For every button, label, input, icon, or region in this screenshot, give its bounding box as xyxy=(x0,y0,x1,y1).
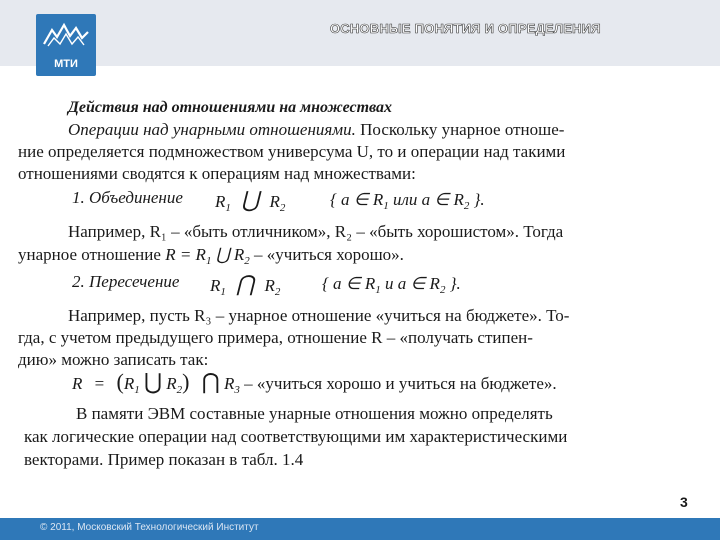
paragraph-line: отношениями сводятся к операциям над множествами: xyxy=(18,164,416,183)
paragraph-line: ние определяется подмножеством универсума U, то и операции над такими xyxy=(18,142,566,161)
paragraph-line: векторами. Пример показан в табл. 1.4 xyxy=(24,450,304,469)
logo-text: МТИ xyxy=(54,58,78,70)
union-set: { a ∈ $R_1$ или a ∈ $R_2$ }. xyxy=(330,190,485,212)
paragraph-line: как логические операции над соответствующими им характеристическими xyxy=(24,427,568,446)
paragraph-lead: Операции над унарными отношениями. xyxy=(68,120,356,139)
intersection-set: { a ∈ $R_1$ и a ∈ $R_2$ }. xyxy=(322,274,461,296)
union-expr: $R_1$ ⋃ $R_2$ xyxy=(215,187,286,214)
slide-title: ОСНОВНЫЕ ПОНЯТИЯ И ОПРЕДЕЛЕНИЯ xyxy=(330,21,601,36)
paragraph-line: Операции над унарными отношениями. Поскольку унарное отноше- xyxy=(68,120,565,139)
example1-line: Например, R₁ – «быть отличником», R₂ – «быть хорошистом». Тогда xyxy=(68,222,564,241)
paragraph-line: Например, пусть R₃ – унарное отношение «учиться на бюджете». То- xyxy=(68,306,570,325)
paragraph-line: дию» можно записать так: xyxy=(18,350,209,369)
section-heading: Действия над отношениями на множествах xyxy=(68,99,393,116)
composite-formula: $R = (R_1$ ⋃ $R_2$) ⋂ $R_3$ – «учиться хорошо и учиться на бюджете». xyxy=(72,369,557,396)
example1-line: унарное отношение $R = R_1$ ⋃ $R_2$ – «учиться хорошо». xyxy=(18,245,404,267)
paragraph-line: гда, с учетом предыдущего примера, отношение R – «получать стипен- xyxy=(18,328,533,347)
union-label: 1. Объединение xyxy=(72,188,183,207)
paragraph-line: В памяти ЭВМ составные унарные отношения можно определять xyxy=(76,404,553,423)
footer-copyright: © 2011, Московский Технологический Институт xyxy=(40,522,259,533)
page-number: 3 xyxy=(680,494,688,510)
intersection-label: 2. Пересечение xyxy=(72,272,180,291)
intersection-expr: $R_1$ ⋂ $R_2$ xyxy=(210,271,281,298)
footer-bar xyxy=(0,518,720,540)
